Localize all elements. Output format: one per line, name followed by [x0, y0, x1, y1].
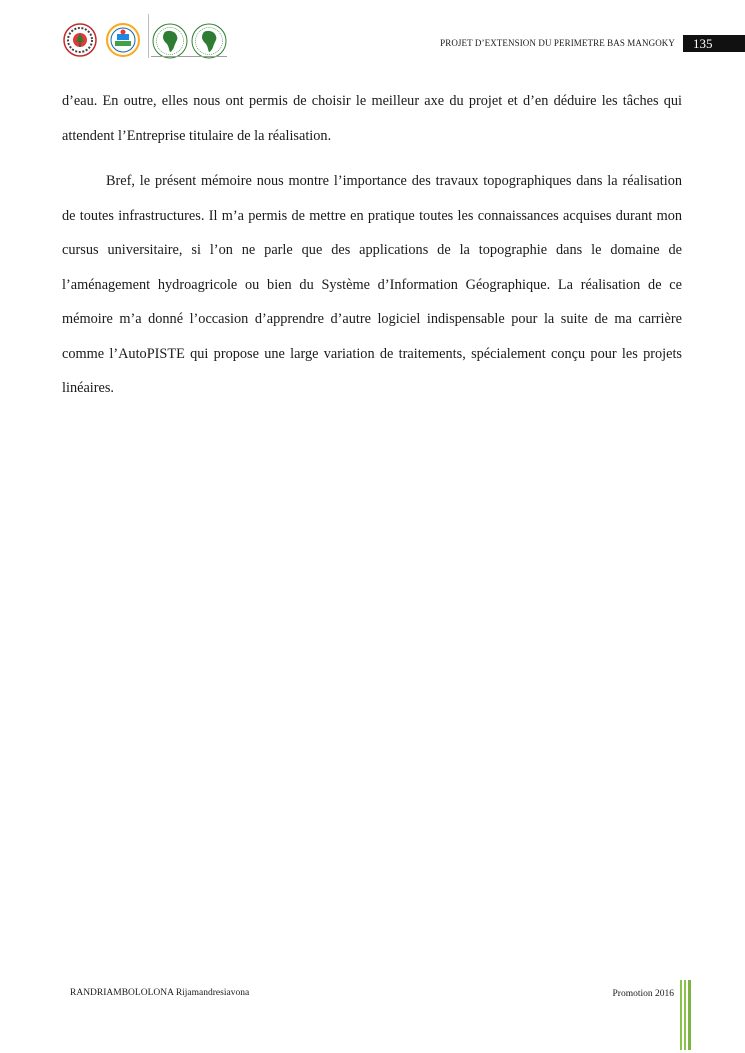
footer-bar	[680, 980, 682, 1050]
university-emblem-icon	[105, 22, 141, 58]
footer-bar	[688, 980, 691, 1050]
logo-divider	[148, 14, 149, 58]
african-development-fund-icon	[190, 22, 228, 60]
page-number-box	[683, 35, 745, 52]
page-number: 135	[693, 36, 713, 51]
footer-bar	[684, 980, 686, 1050]
footer-promotion: Promotion 2016	[612, 989, 674, 999]
header-logos	[62, 14, 232, 60]
body-text	[62, 84, 682, 406]
footer-author: RANDRIAMBOLOLONA Rijamandresiavona	[70, 988, 250, 998]
african-development-bank-icon	[151, 22, 189, 60]
paragraph: Bref, le présent mémoire nous montre l’importance des travaux topographiques dans la réalisation de toutes infrastructures. Il m’a permis de mettre en pratique toutes les connaissances acquises durant mon cursus universitaire, si l’on ne parle que des applications de la topographie dans le domaine de l’aménagement hydroagricole ou bien du Système d’Information Géographique. La réalisation de ce mémoire m’a donné l’occasion d’apprendre d’autre logiciel indispensable pour la suite de ma carrière comme l’AutoPISTE qui propose une large variation de traitements, spécialement conçu pour les projets linéaires.	[62, 173, 682, 396]
logo-underline	[151, 56, 227, 57]
page-header	[0, 0, 745, 62]
paragraph: d’eau. En outre, elles nous ont permis de choisir le meilleur axe du projet et d’en déduire les tâches qui attendent l’Entreprise titulaire de la réalisation.	[62, 93, 682, 144]
institution-seal-icon	[62, 22, 98, 58]
footer-accent-bars	[680, 980, 692, 1050]
running-title: PROJET D’EXTENSION DU PERIMETRE BAS MANGOKY	[440, 38, 675, 48]
